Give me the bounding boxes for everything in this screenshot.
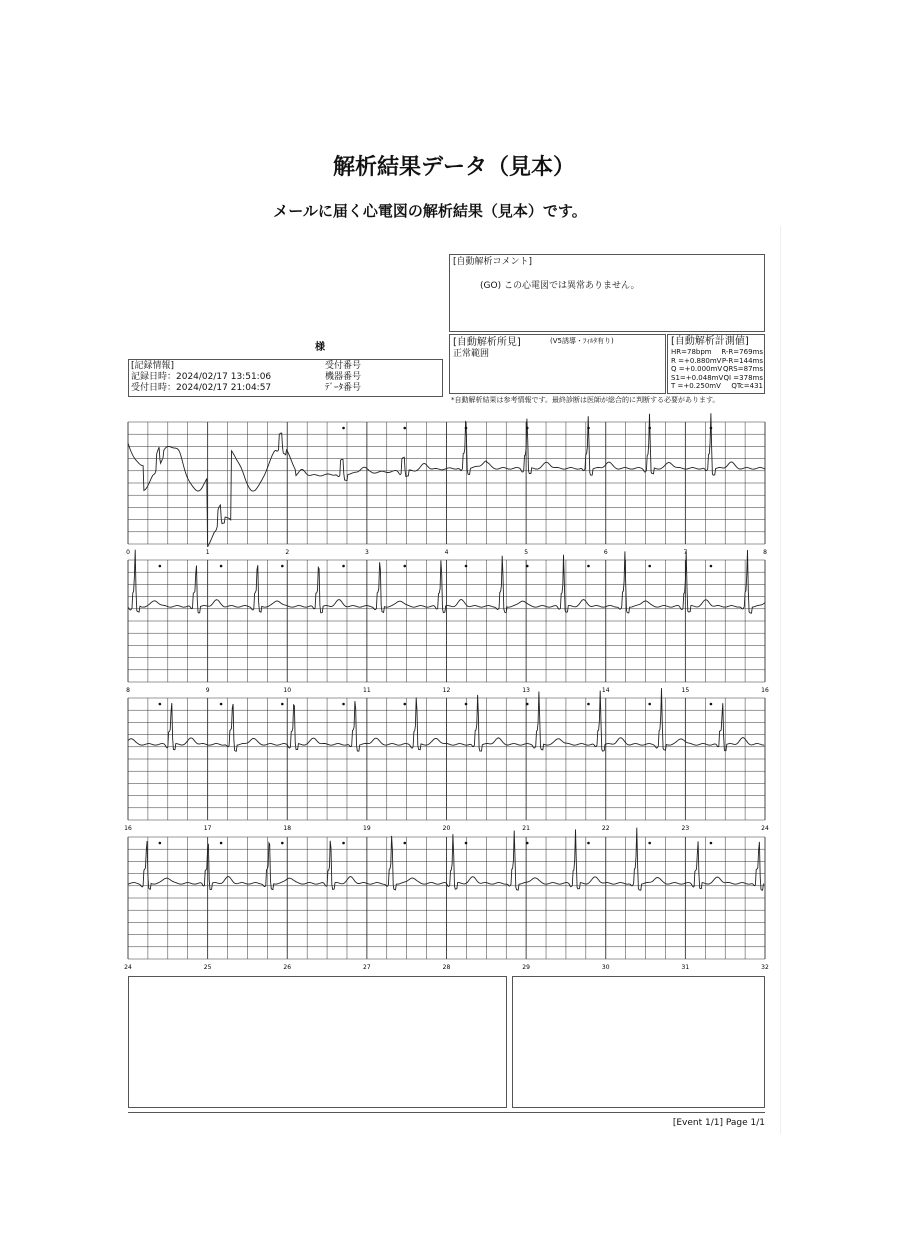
beat-marker <box>220 703 223 706</box>
beat-marker <box>159 565 162 568</box>
beat-marker <box>281 842 284 845</box>
beat-marker <box>465 842 468 845</box>
tick-label: 9 <box>205 687 210 694</box>
tick-label: 25 <box>203 964 212 971</box>
beat-marker <box>281 565 284 568</box>
tick-label: 28 <box>442 964 451 971</box>
findings-header: [自動解析所見] <box>453 337 521 348</box>
tick-label: 15 <box>681 687 690 694</box>
tick-label: 17 <box>203 825 212 832</box>
measurement-value: R-R=769ms <box>721 348 763 356</box>
tick-label: 24 <box>124 964 132 971</box>
page-title: 解析結果データ（見本） <box>332 155 575 180</box>
tick-label: 8 <box>763 549 767 556</box>
measurement-value: HR=78bpm <box>671 348 712 356</box>
beat-marker <box>648 703 651 706</box>
tick-label: 32 <box>761 964 769 971</box>
measurement-value: R =+0.880mV <box>671 356 722 365</box>
tick-label: 27 <box>363 964 371 971</box>
page-footer: [Event 1/1] Page 1/1 <box>672 1118 765 1128</box>
tick-label: 20 <box>442 825 451 832</box>
tick-label: 3 <box>364 549 369 556</box>
beat-marker <box>342 427 345 430</box>
tick-label: 18 <box>283 825 292 832</box>
ecg-chart <box>113 226 780 986</box>
beat-marker <box>648 427 651 430</box>
receive-date: 受付日時：2024/02/17 21:04:57 <box>131 383 272 393</box>
measurement-value: S1=+0.048mV <box>671 373 724 382</box>
device-number-label: 機器番号 <box>325 372 362 382</box>
tick-label: 0 <box>126 549 130 556</box>
beat-marker <box>648 842 651 845</box>
beat-marker <box>710 842 713 845</box>
tick-label: 7 <box>683 549 688 556</box>
tick-label: 21 <box>522 825 530 832</box>
findings-note: *自動解析結果は参考情報です。最終診断は医師が総合的に判断する必要があります。 <box>451 396 720 404</box>
findings-lead: (V5誘導・ﾌｨﾙﾀ有り) <box>550 337 614 345</box>
data-number-label: ﾃﾞｰﾀ番号 <box>325 383 362 393</box>
tick-label: 8 <box>126 687 130 694</box>
tick-label: 16 <box>761 687 769 694</box>
accept-number-label: 受付番号 <box>325 361 362 371</box>
blank-box-left <box>128 976 507 1108</box>
tick-label: 10 <box>283 687 292 694</box>
beat-marker <box>403 565 406 568</box>
beat-marker <box>587 565 590 568</box>
beat-marker <box>526 842 529 845</box>
measurement-value: P-R=144ms <box>721 356 763 365</box>
report-sheet <box>113 226 781 1134</box>
beat-marker <box>281 703 284 706</box>
beat-marker <box>342 842 345 845</box>
beat-marker <box>710 565 713 568</box>
tick-label: 4 <box>444 549 449 556</box>
tick-label: 6 <box>603 549 608 556</box>
blank-box-right <box>512 976 765 1108</box>
beat-marker <box>220 565 223 568</box>
beat-marker <box>526 565 529 568</box>
beat-marker <box>403 427 406 430</box>
beat-marker <box>465 565 468 568</box>
beat-marker <box>526 427 529 430</box>
beat-marker <box>220 842 223 845</box>
tick-label: 5 <box>524 549 529 556</box>
tick-label: 30 <box>601 964 610 971</box>
beat-marker <box>587 703 590 706</box>
comment-text: (GO) この心電図では異常ありません。 <box>480 281 640 291</box>
beat-marker <box>587 842 590 845</box>
comment-header: [自動解析コメント] <box>453 257 533 267</box>
tick-label: 23 <box>681 825 690 832</box>
beat-marker <box>465 427 468 430</box>
tick-label: 31 <box>681 964 690 971</box>
record-header: [記録情報] <box>131 361 175 371</box>
measurement-value: Q =+0.000mV <box>671 365 723 373</box>
page-subtitle: メールに届く心電図の解析結果（見本）です。 <box>273 202 587 220</box>
beat-marker <box>342 703 345 706</box>
beat-marker <box>403 703 406 706</box>
beat-marker <box>465 703 468 706</box>
measurement-value: QI =378ms <box>723 373 763 382</box>
tick-label: 11 <box>363 687 371 694</box>
measurement-value: QRS=87ms <box>722 365 763 373</box>
findings-result: 正常範囲 <box>453 349 490 359</box>
beat-marker <box>159 842 162 845</box>
beat-marker <box>710 703 713 706</box>
measurement-value: T =+0.250mV <box>671 382 721 390</box>
beat-marker <box>648 565 651 568</box>
beat-marker <box>710 427 713 430</box>
measurement-value: QTc=431 <box>731 382 763 390</box>
beat-marker <box>342 565 345 568</box>
tick-label: 1 <box>205 549 210 556</box>
beat-marker <box>159 703 162 706</box>
honorific: 様 <box>315 342 325 353</box>
tick-label: 29 <box>522 964 530 971</box>
beat-marker <box>587 427 590 430</box>
footer-divider <box>128 1112 765 1113</box>
tick-label: 16 <box>124 825 132 832</box>
tick-label: 13 <box>522 687 530 694</box>
tick-label: 26 <box>283 964 292 971</box>
measurements-header: [自動解析計測値] <box>671 336 749 347</box>
beat-marker <box>403 842 406 845</box>
record-date: 記録日時：2024/02/17 13:51:06 <box>131 372 272 382</box>
tick-label: 22 <box>601 825 610 832</box>
tick-label: 12 <box>442 687 451 694</box>
tick-label: 2 <box>285 549 290 556</box>
tick-label: 19 <box>363 825 371 832</box>
tick-label: 14 <box>601 687 610 694</box>
tick-label: 24 <box>761 825 769 832</box>
beat-marker <box>526 703 529 706</box>
